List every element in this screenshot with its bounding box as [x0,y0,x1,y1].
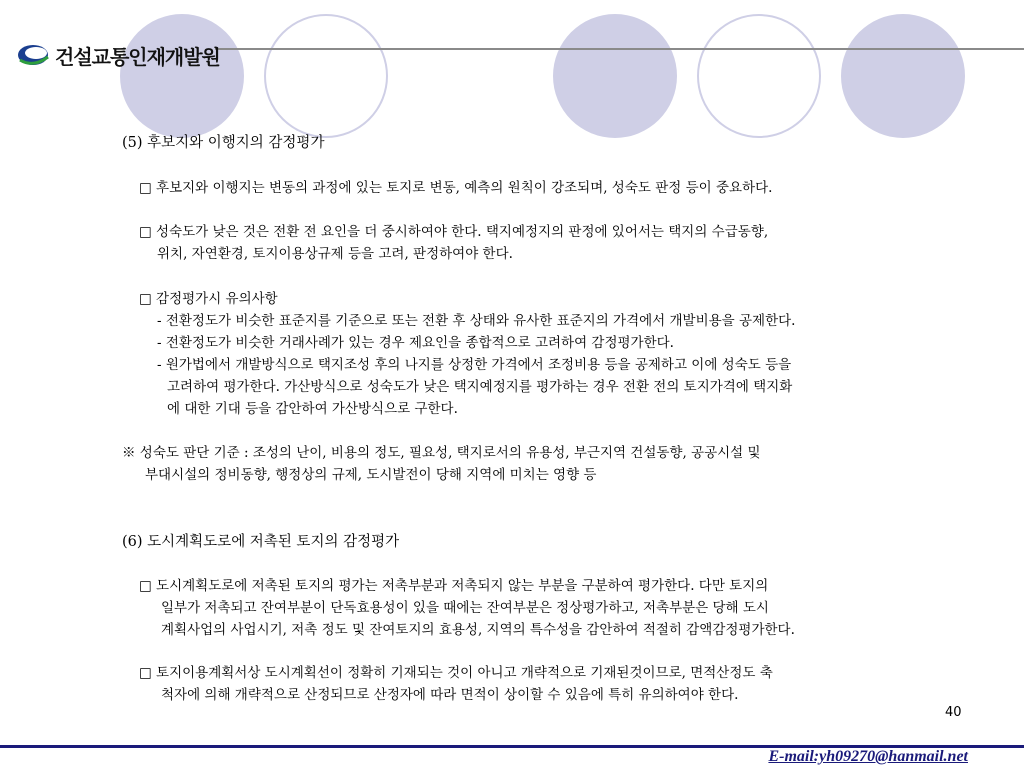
section-5-note-line-1: ※ 성숙도 판단 기준 : 조성의 난이, 비용의 정도, 필요성, 택지로서의 유용성, 부근지역 건설동향, 공공시설 및 [122,445,761,461]
section-6-paragraph-2-line-1: □ 토지이용계획서상 도시계획선이 정확히 기재되는 것이 아니고 개략적으로 기재된것이므로, 면적산정도 축 [139,665,773,681]
section-5-bullet-3-line-2: 고려하여 평가한다. 가산방식으로 성숙도가 낮은 택지예정지를 평가하는 경우 전환 전의 토지가격에 택지화 [167,379,793,395]
section-5-bullet-3-line-3: 에 대한 기대 등을 감안하여 가산방식으로 구한다. [167,401,458,417]
section-5-bullet-1: - 전환정도가 비슷한 표준지를 기준으로 또는 전환 후 상태와 유사한 표준지의 가격에서 개발비용을 공제한다. [157,313,796,329]
section-5-paragraph-1: □ 후보지와 이행지는 변동의 과정에 있는 토지로 변동, 예측의 원칙이 강조되며, 성숙도 판정 등이 중요하다. [139,180,773,196]
section-5-note-line-2: 부대시설의 정비동향, 행정상의 규제, 도시발전이 당해 지역에 미치는 영향 등 [145,467,597,483]
page-number: 40 [945,705,962,720]
section-6-paragraph-1-line-1: □ 도시계획도로에 저촉된 토지의 평가는 저촉부분과 저촉되지 않는 부분을 구분하여 평가한다. 다만 토지의 [139,578,769,594]
section-5-paragraph-2-line-1: □ 성숙도가 낮은 것은 전환 전 요인을 더 중시하여야 한다. 택지예정지의 판정에 있어서는 택지의 수급동향, [139,224,769,240]
section-6-paragraph-2-line-2: 척자에 의해 개략적으로 산정되므로 산정자에 따라 면적이 상이할 수 있음에 특히 유의하여야 한다. [161,687,739,703]
email-link[interactable]: E-mail:yh09270@hanmail.net [768,748,968,765]
section-5-paragraph-2-line-2: 위치, 자연환경, 토지이용상규제 등을 고려, 판정하여야 한다. [157,246,513,262]
section-5-title: (5) 후보지와 이행지의 감정평가 [122,135,325,151]
section-5-bullet-2: - 전환정도가 비슷한 거래사례가 있는 경우 제요인을 종합적으로 고려하여 감정평가한다. [157,335,674,351]
section-6-paragraph-1-line-2: 일부가 저촉되고 잔여부분이 단독효용성이 있을 때에는 잔여부분은 정상평가하고, 저촉부분은 당해 도시 [161,600,769,616]
logo-text: 건설교통인재개발원 [55,44,220,69]
section-6-paragraph-1-line-3: 계획사업의 사업시기, 저촉 정도 및 잔여토지의 효용성, 지역의 특수성을 감안하여 적절히 감액감정평가한다. [161,622,795,638]
section-6-title: (6) 도시계획도로에 저촉된 토지의 감정평가 [122,534,400,550]
section-5-paragraph-3-title: □ 감정평가시 유의사항 [139,291,278,307]
section-5-bullet-3-line-1: - 원가법에서 개발방식으로 택지조성 후의 나지를 상정한 가격에서 조정비용 등을 공제하고 이에 성숙도 등을 [157,357,792,373]
